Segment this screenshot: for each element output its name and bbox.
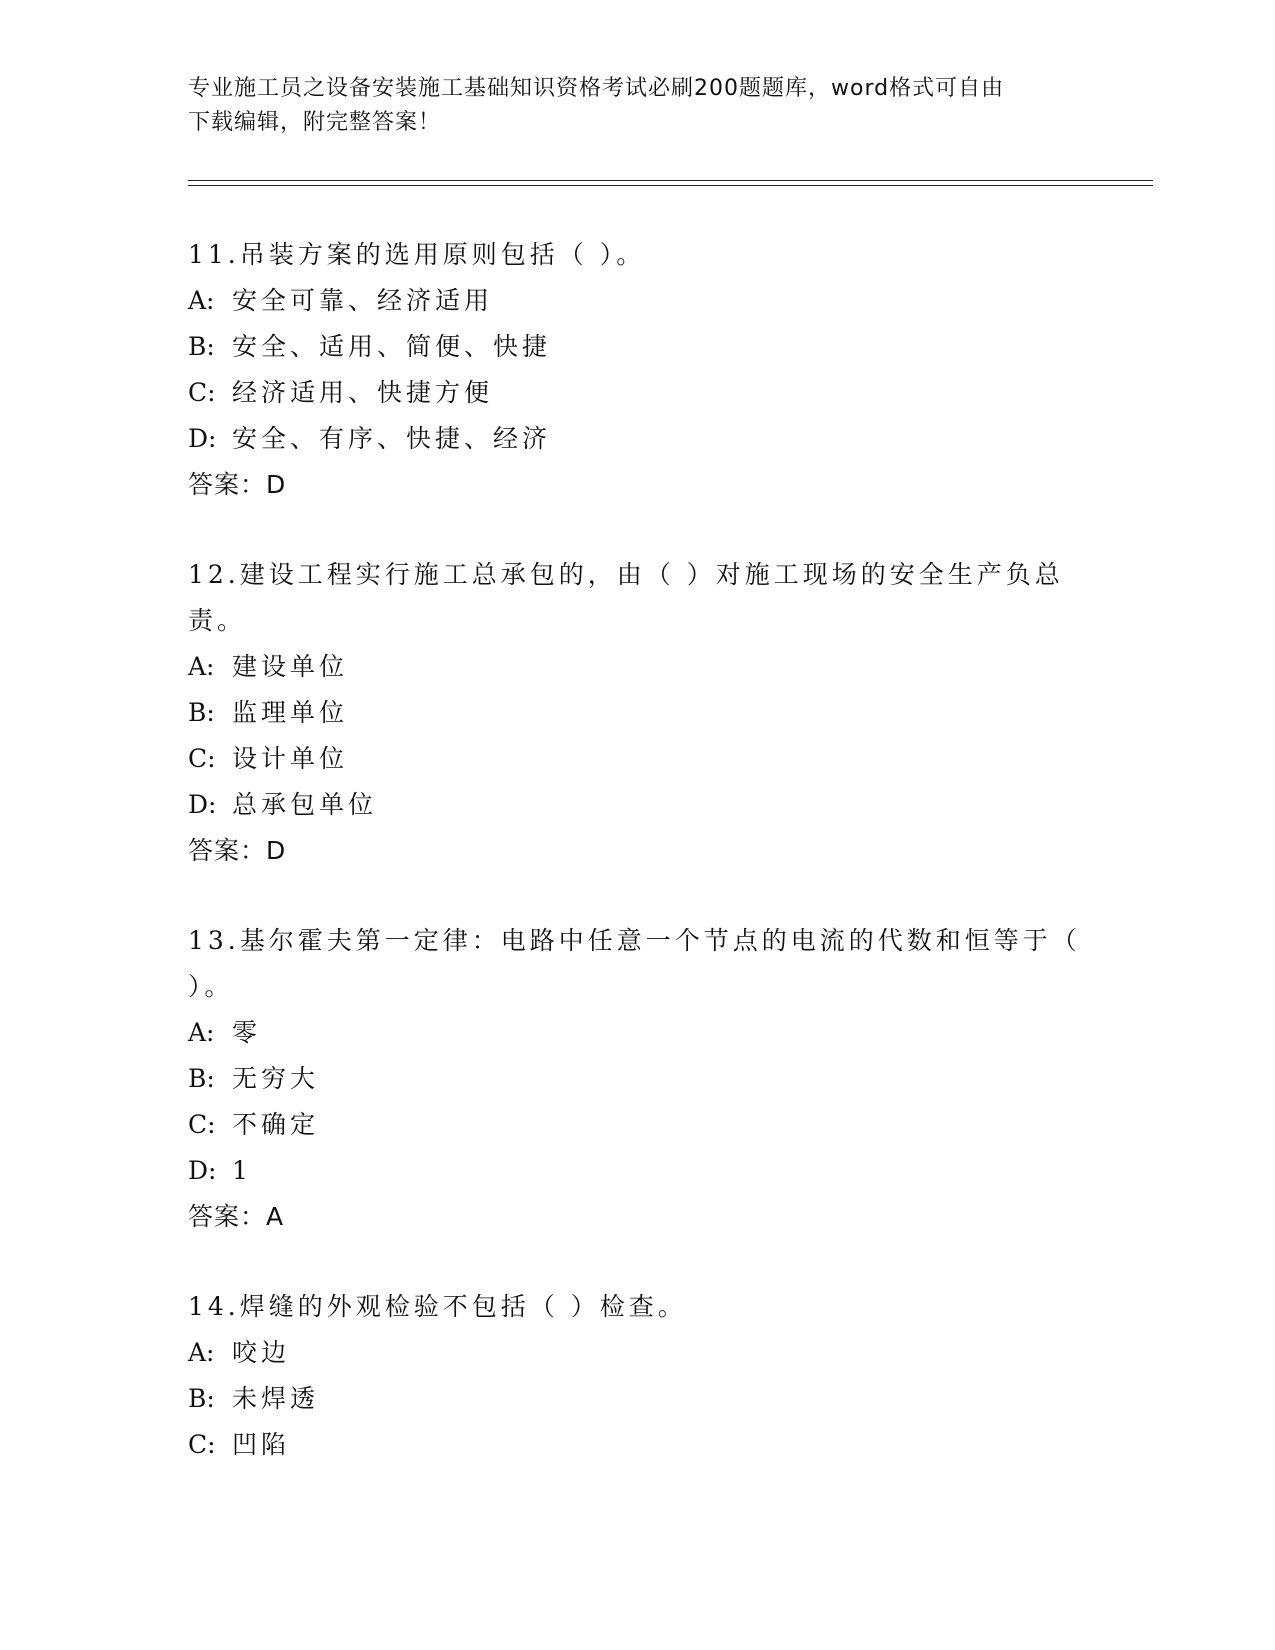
answer-line: 答案：D <box>188 836 287 865</box>
question-stem: 11.吊装方案的选用原则包括（ ）。 <box>188 240 646 269</box>
option-text: 咬边 <box>232 1338 291 1367</box>
option-key: A: <box>188 286 215 315</box>
header-divider-bottom <box>188 185 1153 186</box>
option-c <box>188 736 1088 782</box>
option-key: B: <box>188 698 215 727</box>
option-key: C: <box>188 1110 216 1139</box>
option-d <box>188 782 1088 828</box>
option-c <box>188 1422 1088 1468</box>
question-list <box>188 232 1093 1468</box>
option-b <box>188 324 1088 370</box>
option-text: 设计单位 <box>232 744 349 773</box>
question-14 <box>188 1284 1088 1468</box>
option-a <box>188 644 1088 690</box>
option-c <box>188 370 1088 416</box>
option-text: 未焊透 <box>232 1384 320 1413</box>
document-header <box>188 72 1068 140</box>
option-text: 监理单位 <box>232 698 349 727</box>
option-key: B: <box>188 1064 215 1093</box>
question-13 <box>188 918 1093 1240</box>
question-12 <box>188 552 1088 874</box>
option-key: C: <box>188 744 216 773</box>
option-key: C: <box>188 378 216 407</box>
option-c <box>188 1102 1088 1148</box>
option-key: D: <box>188 424 217 453</box>
option-text: 不确定 <box>232 1110 320 1139</box>
option-b <box>188 1376 1088 1422</box>
option-key: D: <box>188 790 217 819</box>
option-d <box>188 416 1088 462</box>
option-text: 建设单位 <box>232 652 349 681</box>
option-b <box>188 1056 1088 1102</box>
option-text: 无穷大 <box>232 1064 320 1093</box>
option-key: A: <box>188 1338 215 1367</box>
answer-line: 答案：A <box>188 1202 285 1231</box>
header-line-1: 专业施工员之设备安装施工基础知识资格考试必刷200题题库，word格式可自由 <box>188 76 1005 101</box>
option-key: C: <box>188 1430 216 1459</box>
option-a <box>188 278 1088 324</box>
option-key: A: <box>188 652 215 681</box>
question-stem: 13.基尔霍夫第一定律：电路中任意一个节点的电流的代数和恒等于（ ）。 <box>188 926 1093 1001</box>
option-text: 安全、适用、简便、快捷 <box>232 332 552 361</box>
question-stem: 14.焊缝的外观检验不包括（ ）检查。 <box>188 1292 687 1321</box>
header-line-2: 下载编辑，附完整答案！ <box>188 110 442 135</box>
option-key: B: <box>188 1384 215 1413</box>
option-text: 安全、有序、快捷、经济 <box>232 424 552 453</box>
option-text: 零 <box>232 1018 262 1047</box>
option-text: 总承包单位 <box>232 790 378 819</box>
answer-line: 答案：D <box>188 470 287 499</box>
option-text: 1 <box>232 1156 252 1185</box>
header-divider-top <box>188 180 1153 181</box>
option-key: D: <box>188 1156 217 1185</box>
option-text: 凹陷 <box>232 1430 291 1459</box>
option-d <box>188 1148 1088 1194</box>
option-b <box>188 690 1088 736</box>
option-text: 安全可靠、经济适用 <box>232 286 494 315</box>
option-a <box>188 1010 1088 1056</box>
option-text: 经济适用、快捷方便 <box>232 378 494 407</box>
question-stem: 12.建设工程实行施工总承包的，由（ ）对施工现场的安全生产负总责。 <box>188 560 1064 635</box>
question-11 <box>188 232 1088 508</box>
option-key: B: <box>188 332 215 361</box>
option-a <box>188 1330 1088 1376</box>
option-key: A: <box>188 1018 215 1047</box>
